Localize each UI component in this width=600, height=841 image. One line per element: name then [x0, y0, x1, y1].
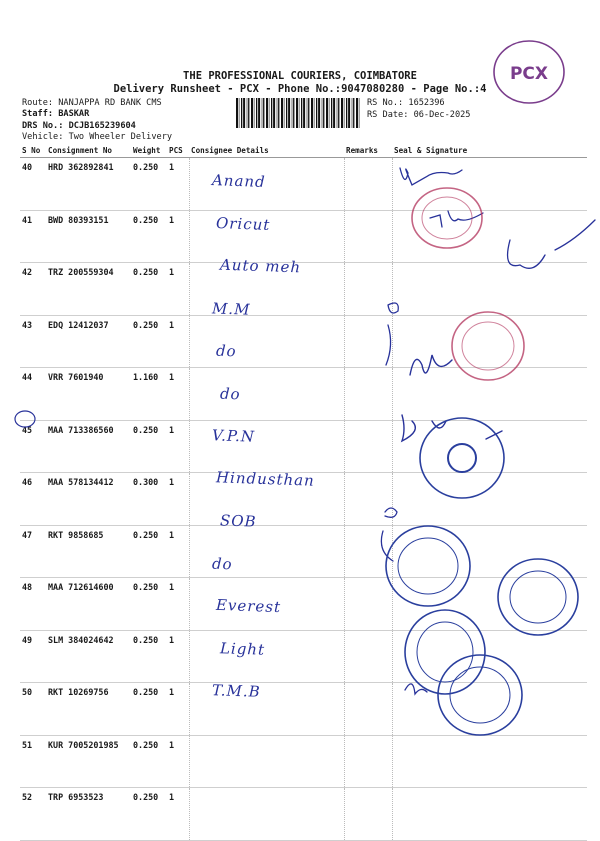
cell-sno: 42	[20, 263, 46, 316]
cell-consignee	[189, 630, 344, 683]
cell-seal	[392, 735, 587, 788]
runsheet-subtitle: Delivery Runsheet - PCX - Phone No.:9047080280 - Page No.:4	[113, 83, 487, 95]
handwritten-consignee: SOB	[219, 511, 257, 531]
cell-cons: MAA 578134412	[46, 473, 131, 526]
cell-seal	[392, 683, 587, 736]
cell-remarks	[344, 210, 392, 263]
handwritten-consignee: Everest	[215, 595, 282, 617]
cell-sno: 51	[20, 735, 46, 788]
cell-pcs: 1	[167, 368, 189, 421]
col-remarks: Remarks	[344, 144, 392, 158]
cell-pcs: 1	[167, 525, 189, 578]
handwritten-consignee: Light	[219, 638, 266, 659]
table-header-row	[20, 144, 587, 158]
staff-line	[22, 109, 89, 119]
table-row	[20, 420, 587, 473]
cell-pcs: 1	[167, 788, 189, 841]
cell-seal	[392, 315, 587, 368]
cell-sno: 46	[20, 473, 46, 526]
table-row	[20, 315, 587, 368]
staff-value: BASKAR	[58, 109, 90, 119]
cell-pcs: 1	[167, 263, 189, 316]
table-row	[20, 683, 587, 736]
rs-date: RS Date: 06-Dec-2025	[367, 110, 471, 120]
runsheet-table	[20, 144, 587, 841]
table-row	[20, 158, 587, 211]
runsheet-title: THE PROFESSIONAL COURIERS, COIMBATORE	[183, 70, 417, 82]
cell-seal	[392, 420, 587, 473]
cell-consignee	[189, 315, 344, 368]
col-seal: Seal & Signature	[392, 144, 587, 158]
handwritten-consignee: do	[219, 384, 241, 403]
cell-consignee	[189, 368, 344, 421]
cell-seal	[392, 263, 587, 316]
cell-cons: EDQ 12412037	[46, 315, 131, 368]
cell-cons: MAA 713386560	[46, 420, 131, 473]
cell-remarks	[344, 525, 392, 578]
cell-weight: 0.250	[131, 263, 167, 316]
cell-remarks	[344, 473, 392, 526]
cell-cons: MAA 712614600	[46, 578, 131, 631]
cell-sno: 50	[20, 683, 46, 736]
cell-consignee	[189, 735, 344, 788]
cell-pcs: 1	[167, 735, 189, 788]
rs-number: RS No.: 1652396	[367, 98, 445, 108]
cell-cons: TRP 6953523	[46, 788, 131, 841]
cell-remarks	[344, 735, 392, 788]
drs-label: DRS No.:	[22, 121, 64, 131]
cell-remarks	[344, 315, 392, 368]
cell-remarks	[344, 683, 392, 736]
cell-seal	[392, 158, 587, 211]
cell-pcs: 1	[167, 473, 189, 526]
cell-weight: 0.250	[131, 683, 167, 736]
pcx-stamp	[490, 38, 568, 108]
cell-pcs: 1	[167, 420, 189, 473]
cell-sno: 45	[20, 420, 46, 473]
cell-weight: 0.300	[131, 473, 167, 526]
table-row	[20, 630, 587, 683]
cell-weight: 0.250	[131, 210, 167, 263]
table-row	[20, 735, 587, 788]
cell-weight: 0.250	[131, 315, 167, 368]
cell-sno: 48	[20, 578, 46, 631]
cell-cons: RKT 9858685	[46, 525, 131, 578]
cell-cons: TRZ 200559304	[46, 263, 131, 316]
cell-remarks	[344, 368, 392, 421]
col-consignment: Consignment No	[46, 144, 131, 158]
cell-weight: 1.160	[131, 368, 167, 421]
cell-consignee	[189, 788, 344, 841]
pcx-stamp-text: PCX	[509, 64, 549, 84]
cell-sno: 44	[20, 368, 46, 421]
cell-weight: 0.250	[131, 420, 167, 473]
handwritten-consignee: T.M.B	[211, 681, 262, 701]
staff-label: Staff:	[22, 109, 54, 119]
cell-sno: 41	[20, 210, 46, 263]
cell-cons: BWD 80393151	[46, 210, 131, 263]
cell-sno: 47	[20, 525, 46, 578]
cell-remarks	[344, 788, 392, 841]
route-text: Route: NANJAPPA RD BANK CMS	[22, 98, 162, 108]
cell-cons: KUR 7005201985	[46, 735, 131, 788]
barcode	[236, 98, 362, 128]
handwritten-consignee: Auto meh	[219, 255, 302, 277]
cell-pcs: 1	[167, 683, 189, 736]
cell-cons: RKT 10269756	[46, 683, 131, 736]
cell-sno: 40	[20, 158, 46, 211]
cell-pcs: 1	[167, 158, 189, 211]
cell-seal	[392, 578, 587, 631]
cell-weight: 0.250	[131, 158, 167, 211]
handwritten-consignee: Anand	[211, 171, 267, 191]
cell-cons: HRD 362892841	[46, 158, 131, 211]
table-row	[20, 368, 587, 421]
drs-line	[22, 121, 136, 131]
handwritten-consignee: do	[211, 554, 233, 573]
handwritten-consignee: V.P.N	[211, 426, 256, 446]
table-row	[20, 788, 587, 841]
cell-pcs: 1	[167, 315, 189, 368]
table-row	[20, 263, 587, 316]
cell-seal	[392, 630, 587, 683]
cell-weight: 0.250	[131, 525, 167, 578]
cell-weight: 0.250	[131, 788, 167, 841]
cell-remarks	[344, 630, 392, 683]
cell-sno: 52	[20, 788, 46, 841]
table-row	[20, 210, 587, 263]
col-weight: Weight	[131, 144, 167, 158]
cell-remarks	[344, 158, 392, 211]
cell-weight: 0.250	[131, 630, 167, 683]
cell-seal	[392, 368, 587, 421]
cell-pcs: 1	[167, 630, 189, 683]
cell-cons: SLM 384024642	[46, 630, 131, 683]
cell-pcs: 1	[167, 578, 189, 631]
col-consignee: Consignee Details	[189, 144, 344, 158]
cell-remarks	[344, 578, 392, 631]
col-sno: S No	[20, 144, 46, 158]
table-row	[20, 578, 587, 631]
cell-sno: 43	[20, 315, 46, 368]
cell-remarks	[344, 420, 392, 473]
cell-sno: 49	[20, 630, 46, 683]
handwritten-consignee: Oricut	[215, 213, 271, 234]
cell-seal	[392, 473, 587, 526]
cell-seal	[392, 788, 587, 841]
cell-remarks	[344, 263, 392, 316]
cell-weight: 0.250	[131, 578, 167, 631]
handwritten-consignee: Hindusthan	[215, 467, 316, 490]
handwritten-consignee: M.M	[211, 298, 251, 319]
vehicle-text: Vehicle: Two Wheeler Delivery	[22, 132, 173, 142]
cell-seal	[392, 210, 587, 263]
cell-cons: VRR 7601940	[46, 368, 131, 421]
col-pcs: PCS	[167, 144, 189, 158]
handwritten-consignee: do	[215, 341, 237, 361]
cell-pcs: 1	[167, 210, 189, 263]
drs-value: DCJB165239604	[68, 121, 136, 131]
table-row	[20, 525, 587, 578]
cell-weight: 0.250	[131, 735, 167, 788]
cell-seal	[392, 525, 587, 578]
